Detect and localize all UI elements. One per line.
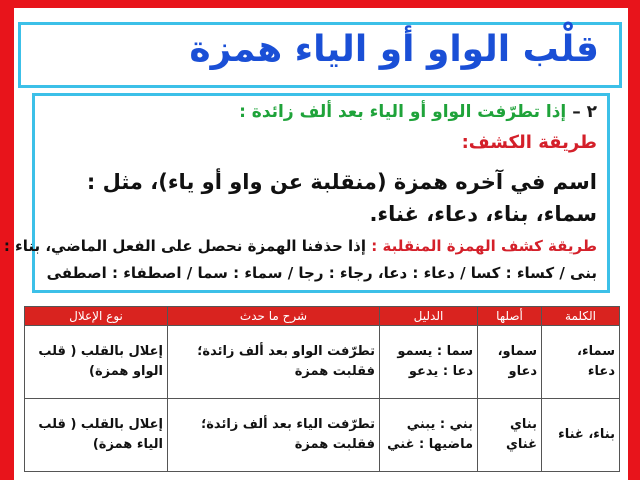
header-evidence: الدليل <box>380 307 478 326</box>
cell-evidence: بني : يبني ماضيها : غني <box>380 399 478 472</box>
rule-dash: – <box>572 102 581 122</box>
table-header-row <box>25 307 620 326</box>
analysis-table <box>24 306 620 472</box>
cell-type: إعلال بالقلب ( قلب الياء همزة) <box>25 399 168 472</box>
examples: بنى / كساء : كسا / دعاء : دعا، رجاء : رجا / سماء : سما / اصطفاء : اصطفى <box>46 264 597 282</box>
description: اسم في آخره همزة (منقلبة عن واو أو ياء)، مثل : سماء، بناء، دعاء، غناء. <box>86 170 597 226</box>
method2-line <box>4 237 597 255</box>
cell-explanation: تطرّفت الياء بعد ألف زائدة؛ فقلبت همزة <box>168 399 380 472</box>
title-box <box>18 22 622 88</box>
method2-text: إذا حذفنا الهمزة نحصل على الفعل الماضي، بناء : <box>3 237 367 255</box>
header-origin: أصلها <box>478 307 542 326</box>
cell-word: سماء، دعاء <box>542 326 620 399</box>
rule-text: إذا تطرّفت الواو أو الياء بعد ألف زائدة : <box>239 102 567 122</box>
cell-type: إعلال بالقلب ( قلب الواو همزة) <box>25 326 168 399</box>
cell-origin: سماو، دعاو <box>478 326 542 399</box>
table-row <box>25 326 620 399</box>
header-explanation: شرح ما حدث <box>168 307 380 326</box>
header-type: نوع الإعلال <box>25 307 168 326</box>
rule-number: ٢ <box>586 102 597 122</box>
rule-line <box>239 102 597 122</box>
table-row <box>25 399 620 472</box>
page-title: قلْب الواو أو الياء همزة <box>189 29 599 70</box>
method2-label: طريقة كشف الهمزة المنقلبة : <box>371 237 597 255</box>
cell-evidence: سما : يسمو دعا : يدعو <box>380 326 478 399</box>
content-box <box>3 93 610 293</box>
header-word: الكلمة <box>542 307 620 326</box>
cell-explanation: تطرّفت الواو بعد ألف زائدة؛ فقلبت همزة <box>168 326 380 399</box>
cell-origin: بناي غناي <box>478 399 542 472</box>
cell-word: بناء، غناء <box>542 399 620 472</box>
method-label: طريقة الكشف: <box>461 132 597 153</box>
